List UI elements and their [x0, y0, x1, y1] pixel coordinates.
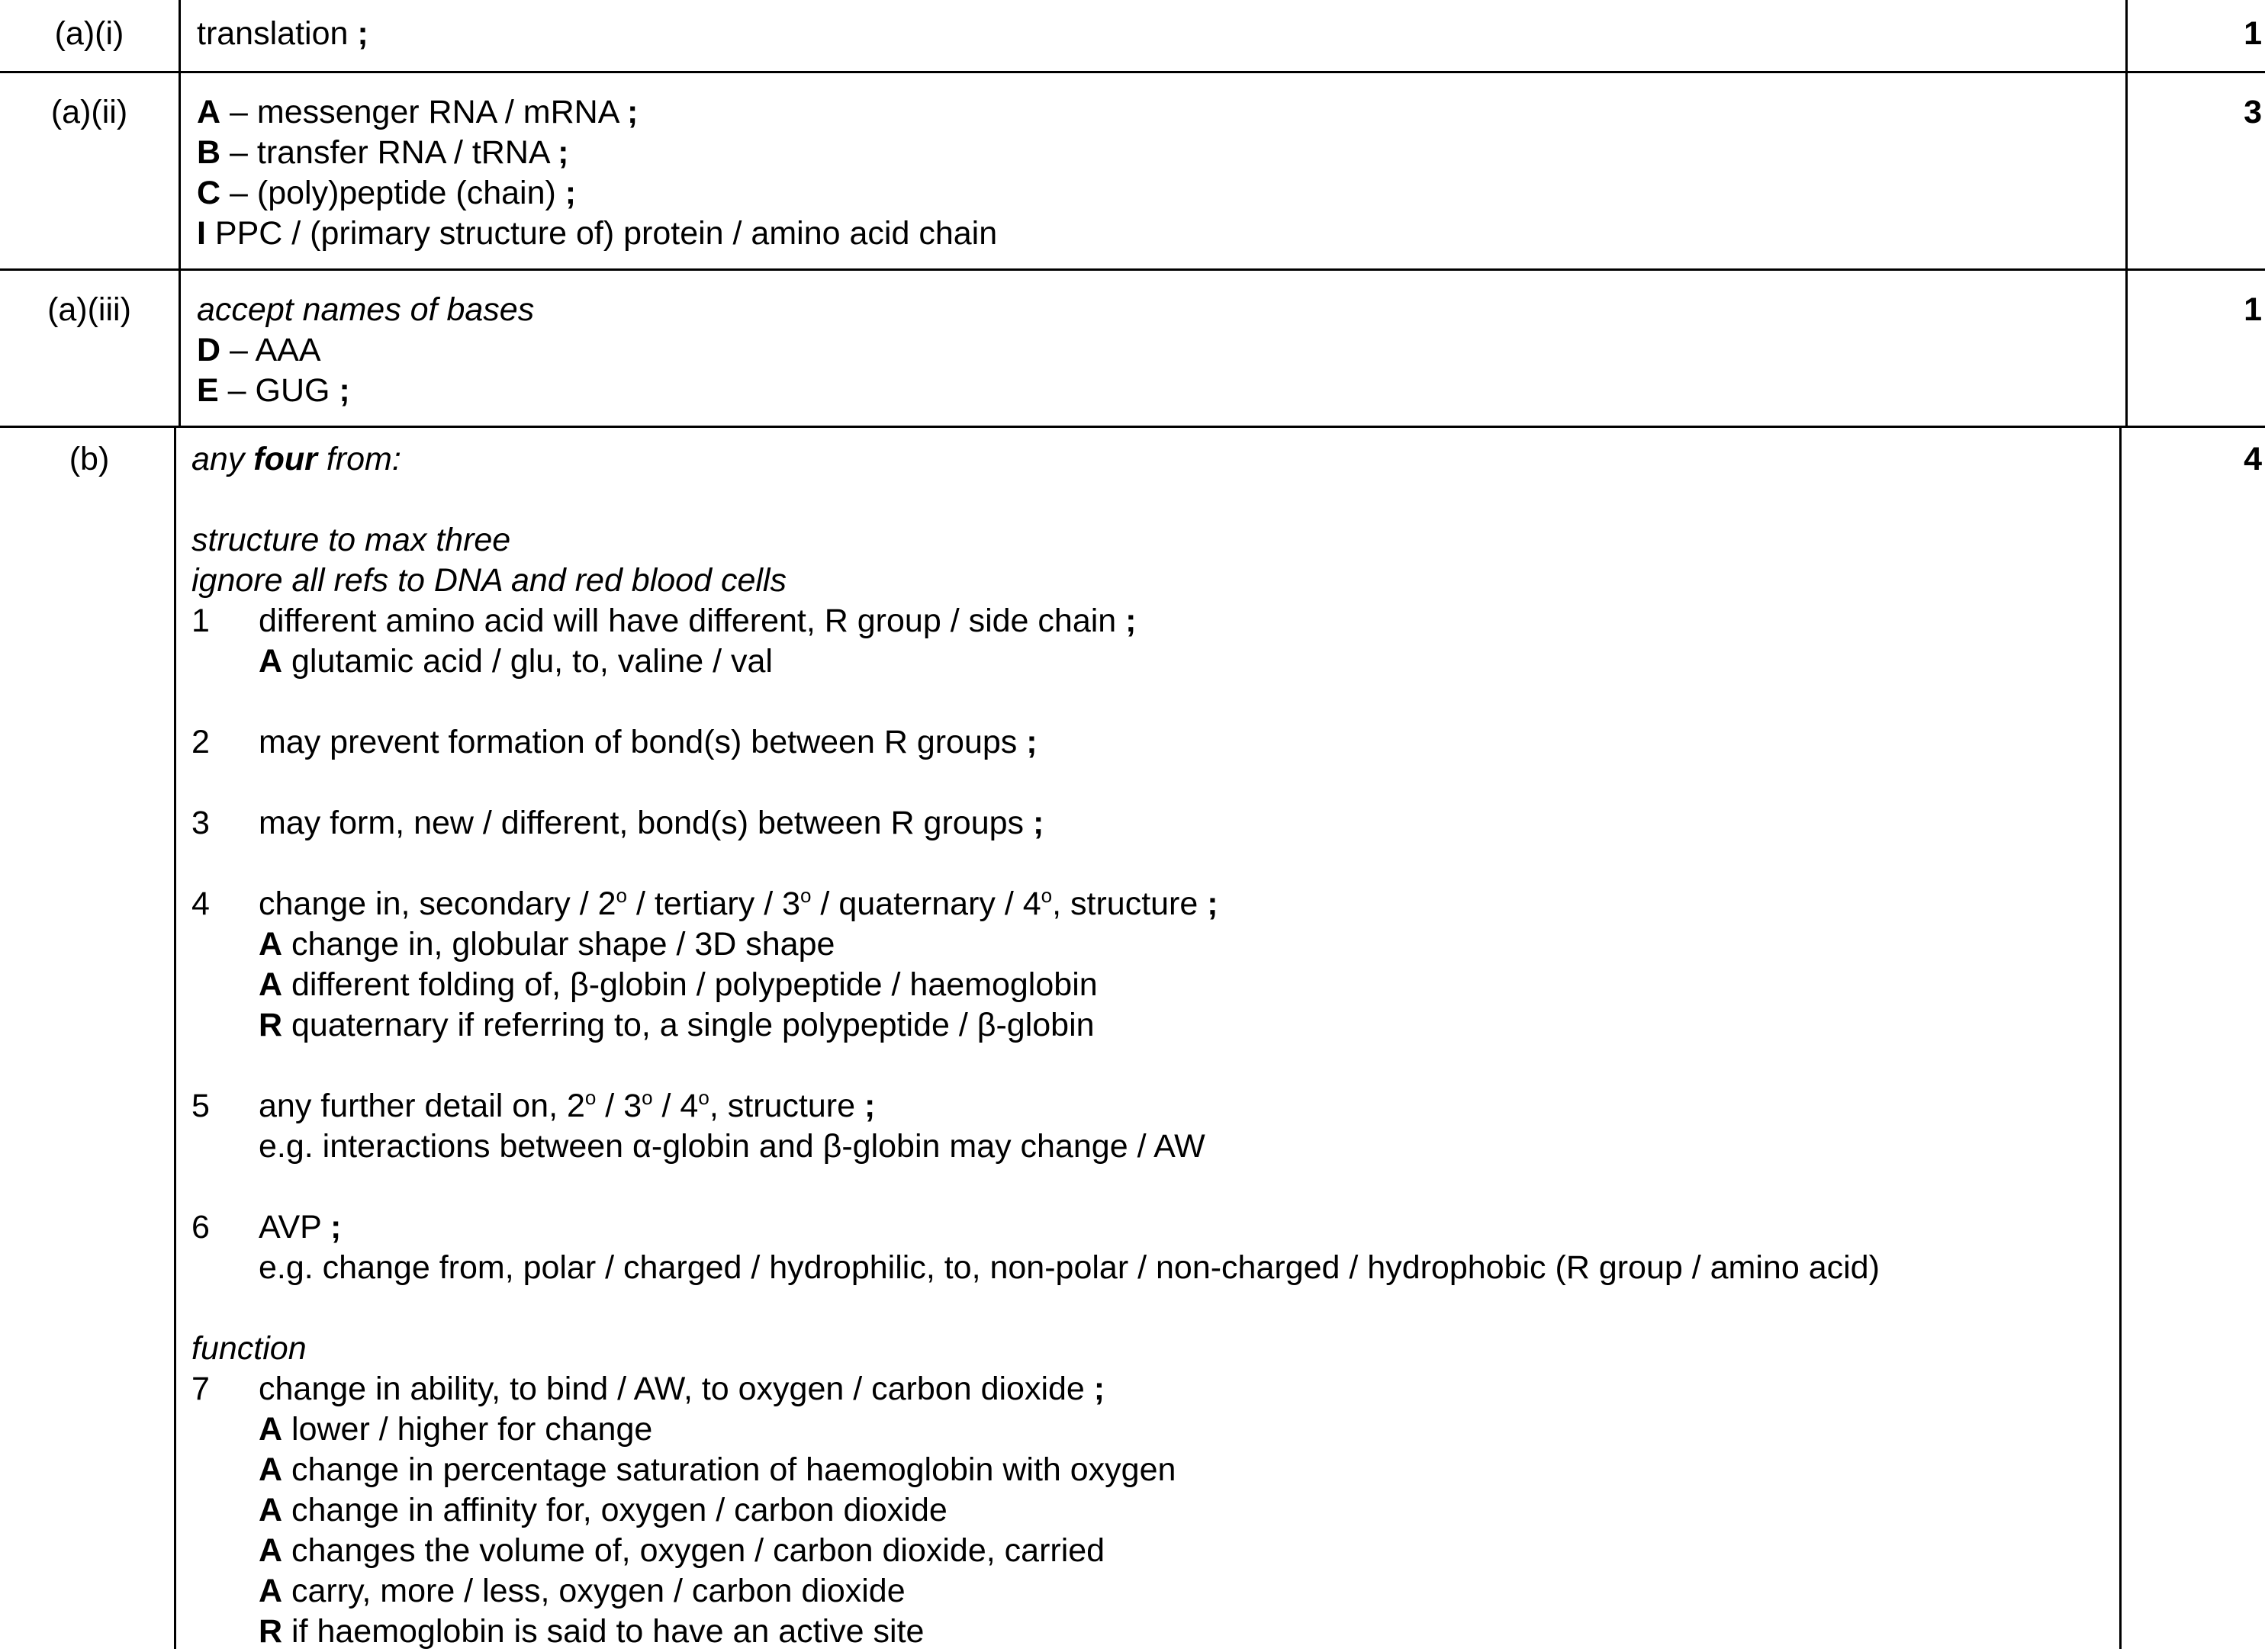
guidance-note: accept names of bases [197, 291, 535, 328]
marks-a-iii: 1 [2244, 291, 2262, 328]
marking-point-3: 3 may form, new / different, bond(s) between R groups ; [191, 805, 1044, 841]
marking-point-5: 5 any further detail on, 2$^o$ / 3$^o$ / 4$^o$, structure ; [191, 1086, 876, 1124]
marks-a-ii: 3 [2244, 94, 2262, 130]
answer-a-ii [197, 92, 2104, 254]
answer-a-i [197, 14, 2104, 54]
mark-separator: ; [357, 15, 368, 52]
marking-point-1-accept: A glutamic acid / glu, to, valine / val [259, 643, 773, 680]
marking-point-7-accept-2: A change in percentage saturation of haemoglobin with oxygen [259, 1451, 1176, 1488]
marking-point-1: 1 different amino acid will have different, R group / side chain ; [191, 603, 1137, 639]
marking-point-4-reject: R quaternary if referring to, a single polypeptide / β-globin [259, 1007, 1095, 1043]
answer-line-ignore: I PPC / (primary structure of) protein / amino acid chain [197, 215, 998, 252]
answer-text: translation [197, 15, 349, 52]
marking-point-7: 7 change in ability, to bind / AW, to oxygen / carbon dioxide ; [191, 1371, 1105, 1407]
column-divider-right-upper [2125, 0, 2128, 426]
answer-line-b: B – transfer RNA / tRNA ; [197, 134, 569, 171]
guidance-intro: any four from: [191, 441, 401, 477]
answer-line-c: C – (poly)peptide (chain) ; [197, 175, 577, 211]
marking-point-5-example: e.g. interactions between α-globin and β-globin may change / AW [259, 1128, 1205, 1165]
marking-point-6: 6 AVP ; [191, 1209, 342, 1245]
answer-line-d: D – AAA [197, 332, 321, 368]
column-divider-right-lower [2119, 426, 2122, 1649]
column-divider-left-upper [179, 0, 181, 426]
marks-b: 4 [2244, 441, 2262, 477]
row-divider-top [0, 71, 2265, 73]
marking-point-7-accept-3: A change in affinity for, oxygen / carbon dioxide [259, 1492, 948, 1528]
answer-line-a: A – messenger RNA / mRNA ; [197, 94, 639, 130]
answer-b [191, 439, 2099, 1652]
row-divider-a-ii [0, 268, 2265, 271]
marking-point-6-example: e.g. change from, polar / charged / hydrophilic, to, non-polar / non-charged / hydrophobic (R group / amino acid) [259, 1249, 1880, 1286]
structure-heading: structure to max three [191, 522, 511, 558]
marking-point-7-reject: R if haemoglobin is said to have an active site [259, 1613, 925, 1650]
marking-point-4-accept-1: A change in, globular shape / 3D shape [259, 926, 835, 963]
column-divider-left-lower [174, 426, 176, 1649]
marking-point-7-accept-5: A carry, more / less, oxygen / carbon dioxide [259, 1573, 906, 1609]
marking-point-4-accept-2: A different folding of, β-globin / polypeptide / haemoglobin [259, 966, 1098, 1003]
function-heading: function [191, 1330, 307, 1367]
question-number-b: (b) [69, 441, 110, 477]
row-divider-a-iii [0, 426, 2265, 428]
answer-line-e: E – GUG ; [197, 372, 350, 409]
marking-point-7-accept-4: A changes the volume of, oxygen / carbon dioxide, carried [259, 1532, 1105, 1569]
marks-a-i: 1 [2244, 15, 2262, 52]
marking-point-2: 2 may prevent formation of bond(s) between R groups ; [191, 724, 1038, 760]
question-number-a-i: (a)(i) [54, 15, 124, 52]
marking-point-7-accept-1: A lower / higher for change [259, 1411, 653, 1448]
answer-a-iii [197, 290, 2104, 411]
structure-ignore-note: ignore all refs to DNA and red blood cells [191, 562, 787, 599]
question-number-a-ii: (a)(ii) [50, 94, 128, 130]
question-number-a-iii: (a)(iii) [47, 291, 131, 328]
marking-point-4: 4 change in, secondary / 2$^o$ / tertiary / 3$^o$ / quaternary / 4$^o$, structure ; [191, 884, 1218, 922]
